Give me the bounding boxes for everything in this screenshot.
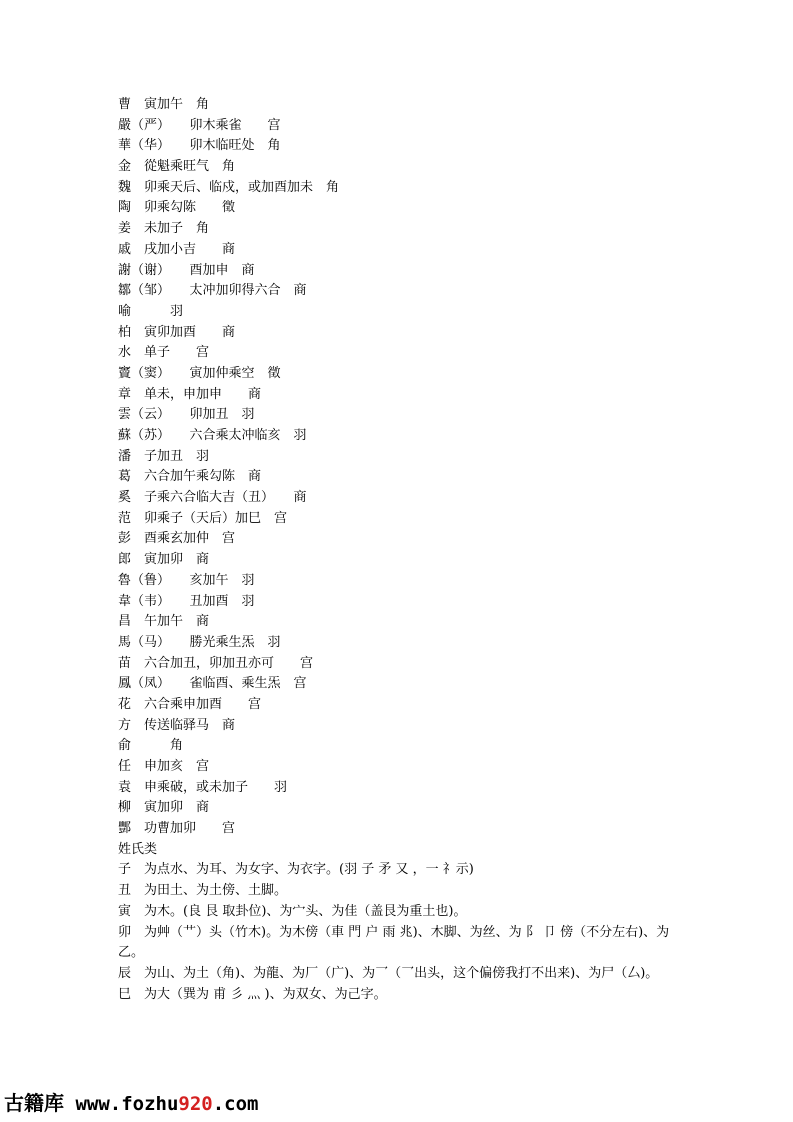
text-line: 華（华） 卯木临旺处 角 (118, 138, 281, 154)
text-line: 范 卯乘子（天后）加巳 宫 (118, 510, 288, 526)
text-line: 魯（鲁） 亥加午 羽 (118, 572, 255, 588)
text-line: 彭 酉乘玄加仲 宫 (118, 531, 236, 547)
text-line: 郎 寅加卯 商 (118, 552, 210, 568)
footer-brand: 古籍库 (4, 1091, 64, 1115)
text-line: 謝（谢） 酉加申 商 (118, 262, 255, 278)
text-line: 袁 申乘破，或未加子 羽 (118, 779, 288, 795)
text-line: 戚 戌加小吉 商 (118, 241, 236, 257)
text-line: 喻 羽 (118, 303, 184, 319)
text-line: 方 传送临驿马 商 (118, 717, 236, 733)
text-line: 曹 寅加午 角 (118, 97, 210, 112)
text-line: 潘 子加丑 羽 (118, 448, 210, 464)
text-line: 雲（云） 卯加丑 羽 (118, 407, 255, 423)
text-line: 巳 为大（巽为 甫 彡 灬 )、为双女、为己字。 (118, 986, 387, 1002)
footer-site-link[interactable] (75, 1093, 258, 1115)
section-heading: 姓氏类 (118, 841, 158, 857)
text-line: 柏 寅卯加酉 商 (118, 324, 236, 340)
footer-site-suffix: .com (212, 1093, 259, 1115)
text-line: 章 单未，申加申 商 (118, 386, 262, 402)
text-line: 竇（窦） 寅加仲乘空 徵 (118, 365, 281, 381)
text-line: 魏 卯乘天后、临戍，或加酉加未 角 (118, 179, 340, 195)
footer-site-number: 920 (178, 1093, 213, 1115)
text-line: 花 六合乘申加酉 宫 (118, 696, 262, 712)
text-line: 昌 午加午 商 (118, 614, 210, 630)
text-line: 鳳（凤） 雀临酉、乘生炁 宫 (118, 676, 307, 692)
text-line: 蘇（苏） 六合乘太冲临亥 羽 (118, 428, 307, 443)
text-body (118, 95, 678, 1005)
text-line: 柳 寅加卯 商 (118, 800, 210, 816)
text-line: 丑 为田土、为土傍、土脚。 (118, 883, 288, 899)
text-line: 鄒（邹） 太冲加卯得六合 商 (118, 283, 307, 299)
text-line: 寅 为木。(良 艮 取卦位)、为宀头、为佳（盖艮为重土也)。 (118, 903, 467, 919)
text-line: 嚴（严） 卯木乘雀 宫 (118, 117, 281, 133)
text-line: 卯 为艸（艹）头（竹木)。为木傍（車 門 户 雨 兆)、木脚、为丝、为 阝 卩 傍（不分左右)、为乙。 (118, 924, 670, 961)
text-line: 酆 功曹加卯 宫 (118, 821, 236, 837)
text-line: 奚 子乘六合临大吉（丑） 商 (118, 490, 307, 506)
text-line: 金 從魁乘旺气 角 (118, 159, 236, 175)
text-line: 陶 卯乘勾陈 徵 (118, 200, 236, 216)
footer-site-prefix: www.fozhu (75, 1093, 179, 1115)
text-line: 韋（韦） 丑加酉 羽 (118, 593, 255, 609)
text-line: 水 单子 宫 (118, 345, 210, 361)
text-line: 馬（马） 勝光乘生炁 羽 (118, 634, 281, 650)
text-line: 子 为点水、为耳、为女字、为衣字。(羽 子 矛 又 ，一 礻示) (118, 862, 474, 878)
footer-watermark (4, 1090, 259, 1116)
text-line: 葛 六合加午乘勾陈 商 (118, 469, 262, 485)
text-line: 辰 为山、为土（角)、为龍、为厂（广)、为乛（乛出头，这个偏傍我打不出来)、为尸（厶)。 (118, 965, 659, 981)
text-line: 俞 角 (118, 738, 184, 754)
text-line: 姜 未加子 角 (118, 221, 210, 237)
text-line: 任 申加亥 宫 (118, 759, 210, 774)
text-line: 苗 六合加丑，卯加丑亦可 宫 (118, 655, 314, 671)
